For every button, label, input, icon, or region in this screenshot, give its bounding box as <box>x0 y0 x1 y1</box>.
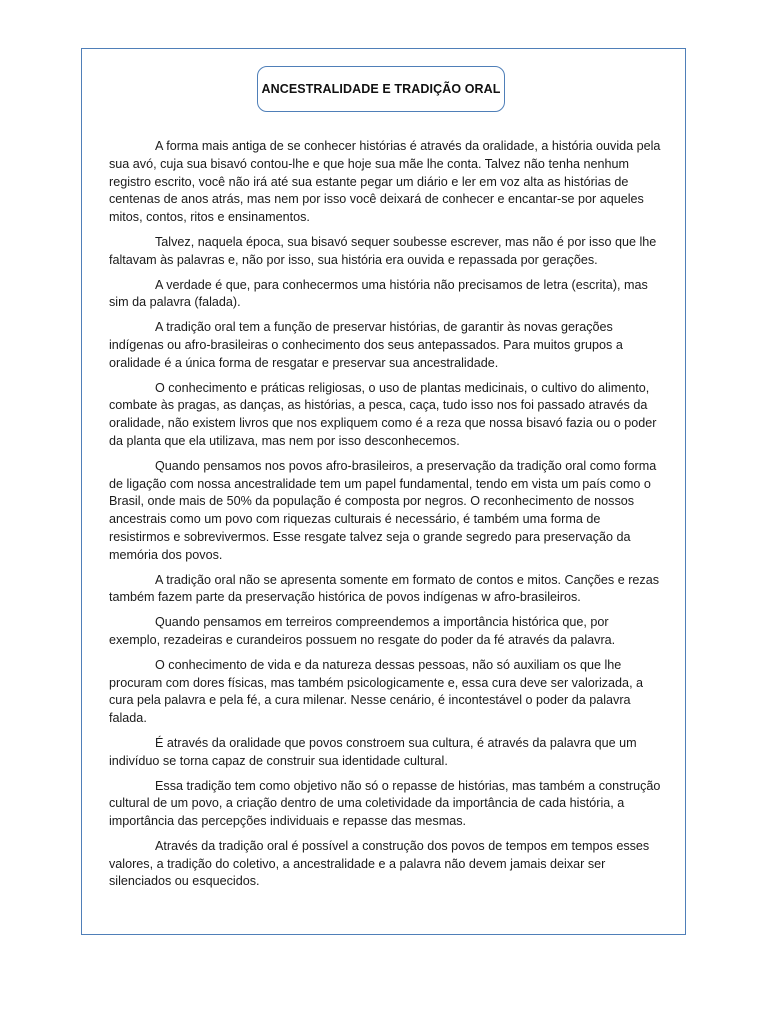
paragraph: A tradição oral tem a função de preservar histórias, de garantir às novas gerações indígenas ou afro-brasileiras o conhecimento dos seus antepassados. Para muitos grupos a oralidade é a única forma de resgatar e preservar sua ancestralidade. <box>109 320 623 370</box>
paragraph: Quando pensamos em terreiros compreendemos a importância histórica que, por exemplo, rezadeiras e curandeiros possuem no resgate do poder da fé através da palavra. <box>109 615 616 647</box>
document-title: ANCESTRALIDADE E TRADIÇÃO ORAL <box>261 82 501 96</box>
paragraph: O conhecimento e práticas religiosas, o uso de plantas medicinais, o cultivo do alimento, combate às pragas, as danças, as histórias, a pesca, caça, tudo isso nos foi passado através da oralidade, não existem livros que nos expliquem como é a reza que nossa bisavó fazia ou o poder da planta que ela utilizava, mas nem por isso desconhecemos. <box>109 380 657 448</box>
document-body <box>109 138 661 898</box>
paragraph: O conhecimento de vida e da natureza dessas pessoas, não só auxiliam os que lhe procuram com dores físicas, mas também psicologicamente e, essa cura deve ser valorizada, a cura pela palavra e pela fé, a cura milenar. Nesse cenário, é incontestável o poder da palavra falada. <box>109 657 644 726</box>
paragraph: Através da tradição oral é possível a construção dos povos de tempos em tempos esses valores, a tradição do coletivo, a ancestralidade e a palavra não devem jamais deixar ser silenciados ou esquecidos. <box>109 838 650 889</box>
paragraph: É através da oralidade que povos constroem sua cultura, é através da palavra que um indivíduo se torna capaz de construir sua identidade cultural. <box>109 735 637 768</box>
paragraph: A verdade é que, para conhecermos uma história não precisamos de letra (escrita), mas sim da palavra (falada). <box>109 277 648 310</box>
paragraph: Talvez, naquela época, sua bisavó sequer soubesse escrever, mas não é por isso que lhe faltavam às palavras e, não por isso, sua história era ouvida e repassada por gerações. <box>109 234 657 267</box>
paragraph: A forma mais antiga de se conhecer histórias é através da oralidade, a história ouvida pela sua avó, cuja sua bisavó contou-lhe e que hoje sua mãe lhe conta. Talvez não tenha nenhum registro escrito, você não irá até sua estante pegar um diário e ler em voz alta as histórias de centenas de anos atrás, mas nem por isso você deixará de conhecer e encantar-se por aqueles mitos, contos, ritos e ensinamentos. <box>109 139 661 225</box>
title-box <box>257 66 505 112</box>
paragraph: Quando pensamos nos povos afro-brasileiros, a preservação da tradição oral como forma de ligação com nossa ancestralidade tem um papel fundamental, tendo em vista um país como o Brasil, onde mais de 50% da população é composta por negros. O reconhecimento de nossos ancestrais como um povo com riquezas culturais é necessário, é também uma forma de resistirmos e sobrevivermos. Esse resgate talvez seja o grande segredo para preservação da memória dos povos. <box>109 458 657 562</box>
paragraph: Essa tradição tem como objetivo não só o repasse de histórias, mas também a construção cultural de um povo, a criação dentro de uma coletividade da importância de cada história, a importância das percepções individuais e repasse das mesmas. <box>109 778 661 829</box>
paragraph: A tradição oral não se apresenta somente em formato de contos e mitos. Canções e rezas também fazem parte da preservação histórica de povos indígenas w afro-brasileiros. <box>109 572 660 605</box>
